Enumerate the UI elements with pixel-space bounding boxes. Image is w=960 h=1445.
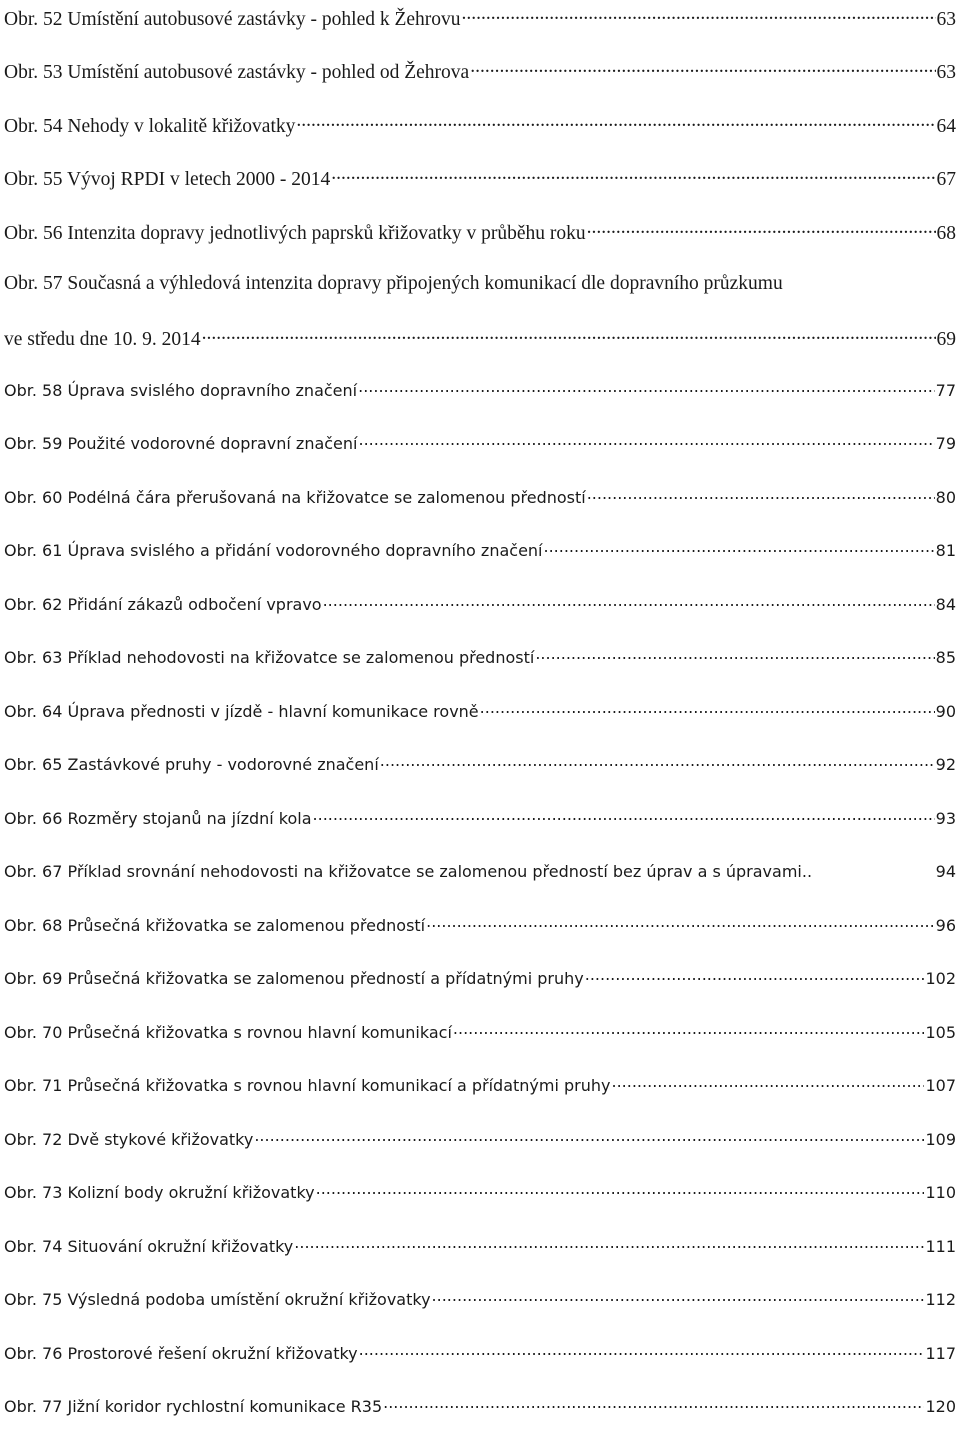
page-number: 93 bbox=[935, 808, 956, 828]
figure-caption: Obr. 55 Vývoj RPDI v letech 2000 - 2014 bbox=[4, 169, 331, 190]
list-item[interactable] bbox=[4, 107, 956, 161]
page-number: 68 bbox=[936, 222, 956, 244]
list-item[interactable] bbox=[4, 1070, 956, 1124]
page-number: 110 bbox=[925, 1183, 956, 1202]
dot-leader bbox=[585, 968, 925, 984]
list-item[interactable] bbox=[4, 1017, 956, 1071]
dot-leader bbox=[358, 380, 935, 396]
figure-caption: Obr. 70 Průsečná křižovatka s rovnou hlavní komunikací bbox=[4, 1022, 452, 1042]
dot-leader bbox=[254, 1129, 924, 1145]
list-item[interactable] bbox=[4, 1284, 956, 1338]
dot-leader bbox=[432, 1289, 925, 1305]
figure-caption: Obr. 71 Průsečná křižovatka s rovnou hlavní komunikací a přídatnými pruhy bbox=[4, 1076, 611, 1095]
figure-caption: Obr. 68 Průsečná křižovatka se zalomenou předností bbox=[4, 915, 426, 935]
figure-caption: Obr. 66 Rozměry stojanů na jízdní kola bbox=[4, 808, 312, 828]
page-number: 96 bbox=[935, 915, 956, 935]
list-item-line bbox=[4, 594, 956, 614]
list-item-line bbox=[4, 273, 956, 295]
figure-caption: Obr. 61 Úprava svislého a přidání vodorovného dopravního značení bbox=[4, 541, 543, 560]
dot-leader bbox=[359, 1343, 925, 1359]
list-item[interactable] bbox=[4, 1338, 956, 1392]
page-number: 64 bbox=[936, 115, 956, 137]
list-of-figures bbox=[4, 0, 956, 1445]
figure-caption: Obr. 63 Příklad nehodovosti na křižovatce se zalomenou předností bbox=[4, 648, 535, 667]
page-number: 92 bbox=[935, 755, 956, 774]
dot-leader bbox=[383, 1396, 924, 1412]
list-item-line bbox=[4, 433, 956, 453]
page-number: 79 bbox=[935, 434, 956, 453]
dot-leader bbox=[202, 326, 936, 346]
list-item-line bbox=[4, 1343, 956, 1363]
dot-leader bbox=[480, 701, 935, 717]
figure-caption: Obr. 67 Příklad srovnání nehodovosti na křižovatce se zalomenou předností bez úprav a s úpravami.. bbox=[4, 862, 813, 881]
page-number: 112 bbox=[925, 1290, 956, 1309]
dot-leader bbox=[813, 861, 935, 877]
list-item[interactable] bbox=[4, 214, 956, 268]
list-item-line bbox=[4, 1129, 956, 1149]
dot-leader bbox=[296, 112, 935, 132]
figure-caption: Obr. 77 Jižní koridor rychlostní komunikace R35 bbox=[4, 1397, 383, 1416]
list-item[interactable] bbox=[4, 963, 956, 1017]
figure-caption: Obr. 54 Nehody v lokalitě křižovatky bbox=[4, 115, 296, 137]
list-item[interactable] bbox=[4, 696, 956, 750]
list-item[interactable] bbox=[4, 1391, 956, 1445]
figure-caption: Obr. 53 Umístění autobusové zastávky - pohled od Žehrova bbox=[4, 62, 470, 83]
page-number: 81 bbox=[935, 541, 956, 560]
page-number: 85 bbox=[935, 648, 956, 667]
list-item[interactable] bbox=[4, 375, 956, 429]
figure-caption: Obr. 65 Zastávkové pruhy - vodorovné značení bbox=[4, 755, 379, 774]
dot-leader bbox=[426, 915, 935, 931]
list-item-line bbox=[4, 647, 956, 667]
figure-caption: Obr. 69 Průsečná křižovatka se zalomenou předností a přídatnými pruhy bbox=[4, 969, 584, 988]
dot-leader bbox=[462, 5, 936, 25]
page-number: 80 bbox=[935, 487, 956, 507]
page-number: 102 bbox=[925, 969, 956, 988]
list-item[interactable] bbox=[4, 0, 956, 54]
list-item-line bbox=[4, 1396, 956, 1416]
page-number: 94 bbox=[935, 862, 956, 881]
list-item-line bbox=[4, 1075, 956, 1095]
dot-leader bbox=[544, 540, 935, 556]
page-number: 105 bbox=[925, 1022, 956, 1042]
list-item-line bbox=[4, 1182, 956, 1202]
list-item[interactable] bbox=[4, 589, 956, 643]
list-item-line bbox=[4, 166, 956, 192]
page-number: 111 bbox=[925, 1236, 956, 1256]
figure-caption: Obr. 62 Přidání zákazů odbočení vpravo bbox=[4, 594, 322, 614]
list-item-line bbox=[4, 219, 956, 245]
figure-caption: Obr. 72 Dvě stykové křižovatky bbox=[4, 1129, 254, 1149]
list-item-line bbox=[4, 112, 956, 138]
dot-leader bbox=[535, 647, 934, 663]
dot-leader bbox=[316, 1182, 925, 1198]
list-item[interactable] bbox=[4, 856, 956, 910]
list-item-line bbox=[4, 861, 956, 881]
list-item-line bbox=[4, 540, 956, 560]
list-item[interactable] bbox=[4, 268, 956, 375]
page-number: 107 bbox=[925, 1076, 956, 1095]
list-item-line bbox=[4, 380, 956, 400]
list-item-line bbox=[4, 1236, 956, 1256]
list-item[interactable] bbox=[4, 910, 956, 964]
page-number: 67 bbox=[936, 169, 956, 190]
figure-caption: Obr. 64 Úprava přednosti v jízdě - hlavní komunikace rovně bbox=[4, 701, 479, 721]
dot-leader bbox=[331, 166, 935, 186]
page-number: 77 bbox=[935, 380, 956, 400]
figure-caption-continued: ve středu dne 10. 9. 2014 bbox=[4, 329, 201, 350]
list-item[interactable] bbox=[4, 1231, 956, 1285]
figure-caption: Obr. 59 Použité vodorovné dopravní značení bbox=[4, 434, 358, 453]
figure-caption: Obr. 57 Současná a výhledová intenzita dopravy připojených komunikací dle dopravního průzkumu bbox=[4, 272, 783, 294]
list-item-line bbox=[4, 915, 956, 935]
list-item-line bbox=[4, 754, 956, 774]
page-number: 90 bbox=[935, 701, 956, 721]
dot-leader bbox=[587, 219, 936, 239]
list-item-line bbox=[4, 326, 956, 352]
figure-caption: Obr. 56 Intenzita dopravy jednotlivých paprsků křižovatky v průběhu roku bbox=[4, 222, 586, 244]
figure-caption: Obr. 74 Situování okružní křižovatky bbox=[4, 1236, 294, 1256]
dot-leader bbox=[323, 594, 935, 610]
dot-leader bbox=[453, 1022, 925, 1038]
figure-caption: Obr. 73 Kolizní body okružní křižovatky bbox=[4, 1183, 315, 1202]
list-item[interactable] bbox=[4, 642, 956, 696]
figure-caption: Obr. 75 Výsledná podoba umístění okružní křižovatky bbox=[4, 1290, 431, 1309]
list-item[interactable] bbox=[4, 535, 956, 589]
list-item[interactable] bbox=[4, 803, 956, 857]
page-number: 117 bbox=[925, 1343, 956, 1363]
list-item-line bbox=[4, 1289, 956, 1309]
list-item[interactable] bbox=[4, 1124, 956, 1178]
page-number: 120 bbox=[925, 1397, 956, 1416]
list-item[interactable] bbox=[4, 482, 956, 536]
dot-leader bbox=[294, 1236, 924, 1252]
page-number: 109 bbox=[925, 1129, 956, 1149]
dot-leader bbox=[470, 59, 935, 79]
dot-leader bbox=[358, 433, 934, 449]
list-item[interactable] bbox=[4, 428, 956, 482]
list-item-line bbox=[4, 808, 956, 828]
figure-caption: Obr. 58 Úprava svislého dopravního značení bbox=[4, 380, 358, 400]
page-number: 69 bbox=[936, 329, 956, 350]
list-item[interactable] bbox=[4, 1177, 956, 1231]
page-number: 63 bbox=[936, 8, 956, 30]
list-item[interactable] bbox=[4, 749, 956, 803]
figure-caption: Obr. 52 Umístění autobusové zastávky - pohled k Žehrovu bbox=[4, 8, 461, 30]
list-item-line bbox=[4, 1022, 956, 1042]
list-item-line bbox=[4, 59, 956, 85]
dot-leader bbox=[313, 808, 935, 824]
list-item[interactable] bbox=[4, 54, 956, 108]
dot-leader bbox=[380, 754, 935, 770]
list-item-line bbox=[4, 701, 956, 721]
list-item[interactable] bbox=[4, 161, 956, 215]
figure-caption: Obr. 76 Prostorové řešení okružní křižovatky bbox=[4, 1343, 358, 1363]
dot-leader bbox=[587, 487, 935, 503]
list-item-line bbox=[4, 487, 956, 507]
page-number: 84 bbox=[935, 594, 956, 614]
dot-leader bbox=[612, 1075, 925, 1091]
list-item-line bbox=[4, 5, 956, 31]
figure-caption: Obr. 60 Podélná čára přerušovaná na křižovatce se zalomenou předností bbox=[4, 487, 586, 507]
page-number: 63 bbox=[936, 62, 956, 83]
list-item-line bbox=[4, 968, 956, 988]
